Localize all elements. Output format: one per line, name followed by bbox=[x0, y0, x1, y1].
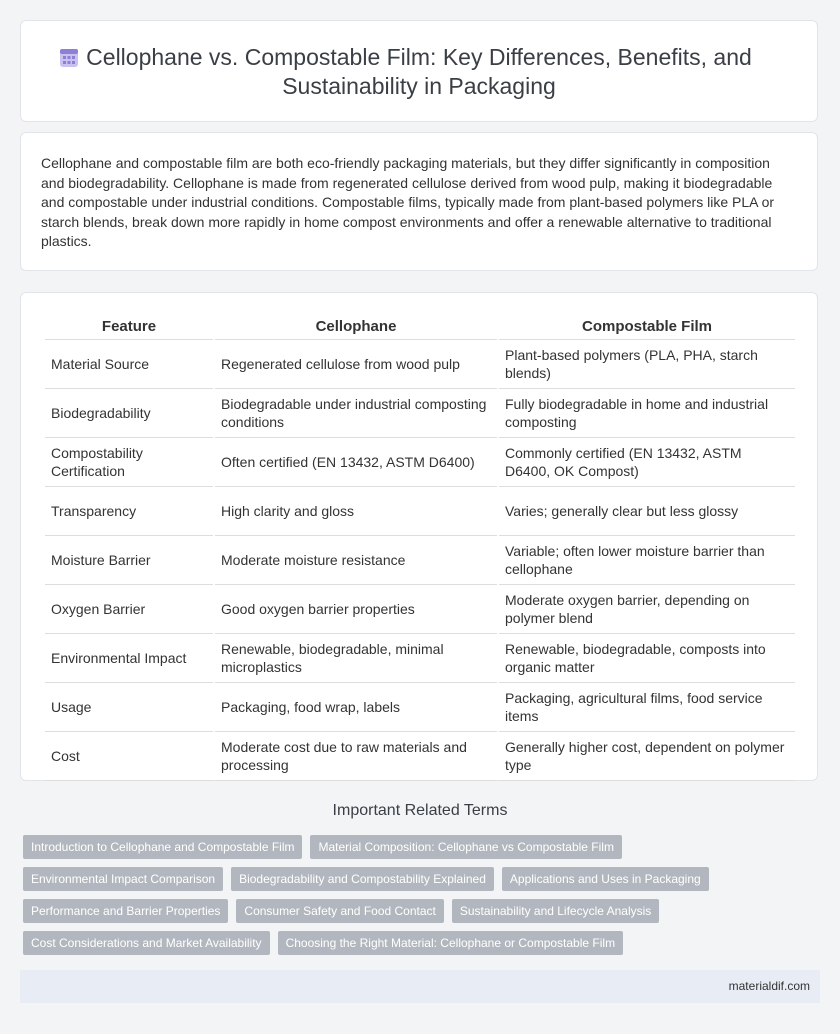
table-row bbox=[45, 487, 795, 536]
related-terms-row bbox=[23, 899, 823, 923]
table-cell: Cost bbox=[45, 732, 213, 781]
table-cell: Fully biodegradable in home and industrial composting bbox=[499, 389, 795, 438]
related-term-tag[interactable]: Material Composition: Cellophane vs Compostable Film bbox=[310, 835, 621, 859]
related-terms-list bbox=[23, 835, 823, 963]
related-terms-title: Important Related Terms bbox=[332, 802, 508, 819]
related-term-tag[interactable]: Sustainability and Lifecycle Analysis bbox=[452, 899, 659, 923]
footer-site[interactable]: materialdif.com bbox=[728, 979, 810, 993]
table-cell: Usage bbox=[45, 683, 213, 732]
related-term-tag[interactable]: Cost Considerations and Market Availability bbox=[23, 931, 270, 955]
table-cell: Renewable, biodegradable, composts into organic matter bbox=[499, 634, 795, 683]
table-row bbox=[45, 340, 795, 389]
table-cell: Moderate oxygen barrier, depending on polymer blend bbox=[499, 585, 795, 634]
table-row bbox=[45, 438, 795, 487]
column-header: Cellophane bbox=[215, 313, 497, 340]
table-row bbox=[45, 389, 795, 438]
related-terms-row bbox=[23, 867, 823, 891]
table-cell: Transparency bbox=[45, 487, 213, 536]
table-cell: Varies; generally clear but less glossy bbox=[499, 487, 795, 536]
table-cell: Moderate cost due to raw materials and processing bbox=[215, 732, 497, 781]
table-cell: Environmental Impact bbox=[45, 634, 213, 683]
table-cell: Variable; often lower moisture barrier than cellophane bbox=[499, 536, 795, 585]
table-cell: Biodegradability bbox=[45, 389, 213, 438]
related-term-tag[interactable]: Consumer Safety and Food Contact bbox=[236, 899, 443, 923]
intro-card bbox=[20, 132, 818, 271]
page-title: Cellophane vs. Compostable Film: Key Differences, Benefits, and Sustainability in Packaging bbox=[86, 44, 752, 99]
table-cell: Commonly certified (EN 13432, ASTM D6400, OK Compost) bbox=[499, 438, 795, 487]
table-cell: Packaging, food wrap, labels bbox=[215, 683, 497, 732]
table-cell: Regenerated cellulose from wood pulp bbox=[215, 340, 497, 389]
table-cell: Biodegradable under industrial composting conditions bbox=[215, 389, 497, 438]
table-row bbox=[45, 732, 795, 781]
table-row bbox=[45, 683, 795, 732]
header-card bbox=[20, 20, 818, 122]
table-cell: Packaging, agricultural films, food service items bbox=[499, 683, 795, 732]
intro-paragraph: Cellophane and compostable film are both eco-friendly packaging materials, but they differ significantly in composition and biodegradability. Cellophane is made from regenerated cellulose derived from wood pulp, making it biodegradable and compostable under industrial conditions. Compostable films, typically made from plant-based polymers like PLA or starch blends, break down more rapidly in home compost environments and offer a renewable alternative to traditional plastics. bbox=[41, 155, 775, 250]
related-term-tag[interactable]: Choosing the Right Material: Cellophane or Compostable Film bbox=[278, 931, 624, 955]
column-header: Compostable Film bbox=[499, 313, 795, 340]
table-cell: High clarity and gloss bbox=[215, 487, 497, 536]
table-cell: Plant-based polymers (PLA, PHA, starch blends) bbox=[499, 340, 795, 389]
table-cell: Generally higher cost, dependent on polymer type bbox=[499, 732, 795, 781]
table-cell: Often certified (EN 13432, ASTM D6400) bbox=[215, 438, 497, 487]
related-term-tag[interactable]: Introduction to Cellophane and Compostable Film bbox=[23, 835, 302, 859]
table-header-row bbox=[45, 313, 795, 340]
related-term-tag[interactable]: Performance and Barrier Properties bbox=[23, 899, 228, 923]
table-cell: Compostability Certification bbox=[45, 438, 213, 487]
column-header: Feature bbox=[45, 313, 213, 340]
table-cell: Renewable, biodegradable, minimal microplastics bbox=[215, 634, 497, 683]
related-terms-row bbox=[23, 931, 823, 955]
related-term-tag[interactable]: Biodegradability and Compostability Explained bbox=[231, 867, 494, 891]
table-row bbox=[45, 536, 795, 585]
footer bbox=[20, 970, 820, 1003]
related-term-tag[interactable]: Environmental Impact Comparison bbox=[23, 867, 223, 891]
table-cell: Material Source bbox=[45, 340, 213, 389]
related-terms-row bbox=[23, 835, 823, 859]
table-row bbox=[45, 585, 795, 634]
table-cell: Oxygen Barrier bbox=[45, 585, 213, 634]
comparison-table bbox=[43, 313, 797, 781]
table-cell: Moderate moisture resistance bbox=[215, 536, 497, 585]
table-cell: Good oxygen barrier properties bbox=[215, 585, 497, 634]
related-term-tag[interactable]: Applications and Uses in Packaging bbox=[502, 867, 709, 891]
table-row bbox=[45, 634, 795, 683]
comparison-table-card bbox=[20, 292, 818, 781]
table-cell: Moisture Barrier bbox=[45, 536, 213, 585]
